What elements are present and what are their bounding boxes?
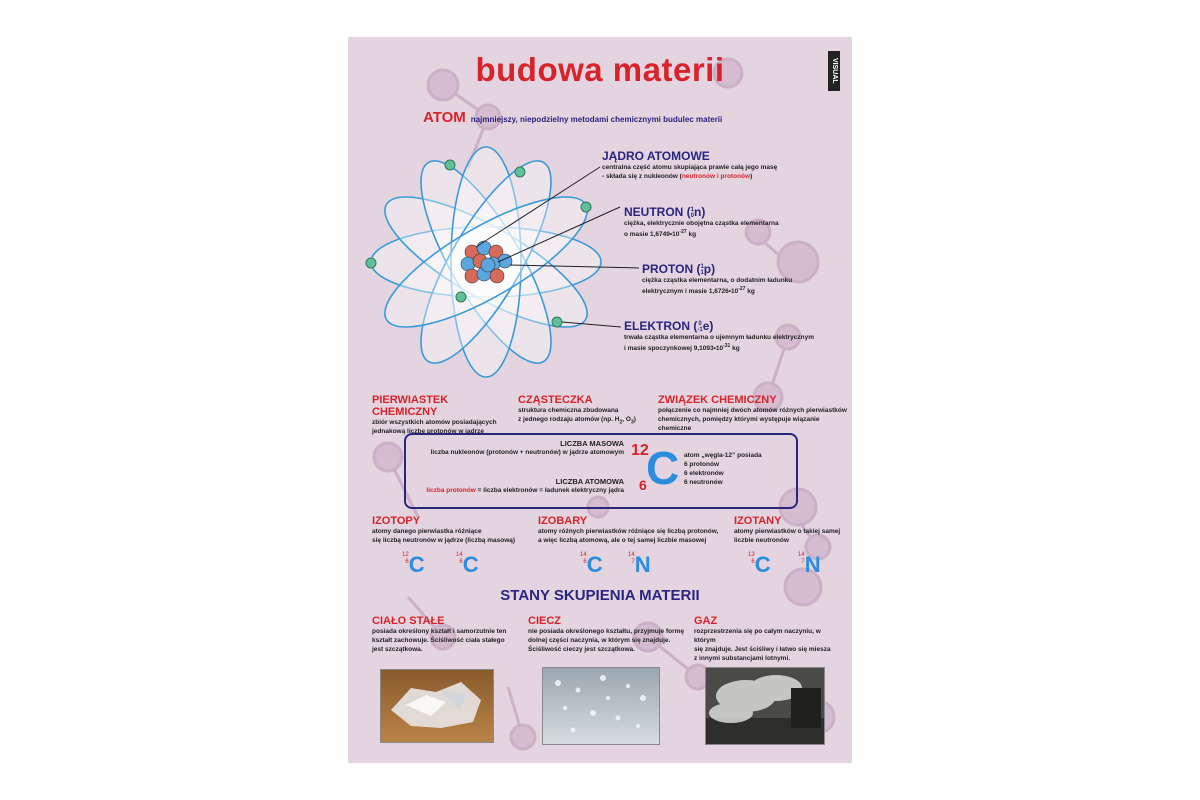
isotopes-title: IZOTOPY: [372, 515, 421, 527]
isobars-section: [538, 515, 738, 545]
electron-exp: -31: [723, 343, 731, 349]
atomic-number-highlight: liczba protonów: [426, 487, 476, 494]
proton-description: [642, 262, 842, 296]
molecule-mid: , O: [622, 416, 631, 423]
poster: [348, 37, 852, 763]
neutron-line-2: [624, 228, 844, 239]
isotope-1-z: 6: [405, 559, 409, 565]
carbon-12-description: [684, 451, 794, 487]
proton-exp: -27: [738, 286, 746, 292]
solid-line-3: jest szczątkowa.: [372, 646, 423, 653]
mass-number-description: [408, 439, 624, 457]
element-definition: [372, 394, 512, 436]
gas-title: GAZ: [694, 615, 718, 627]
electron-unit: kg: [732, 345, 740, 353]
compound-title: ZWIĄZEK CHEMICZNY: [658, 394, 777, 406]
mass-number-value: 12: [631, 442, 649, 459]
isotopes-line-1: atomy danego pierwiastka różniące: [372, 528, 482, 535]
element-title: PIERWIASTEK CHEMICZNY: [372, 394, 449, 418]
electron-mass: i masie spoczynkowej 9,1093•10: [624, 345, 724, 353]
states-title: STANY SKUPIENIA MATERII: [500, 587, 700, 604]
isotone-1-mass: 13: [748, 552, 755, 558]
nucleus-highlight: neutronów i protonów: [681, 173, 751, 180]
proton-line-1: ciężka cząstka elementarna, o dodatnim ładunku: [642, 277, 793, 284]
isotope-1-symbol: C: [408, 552, 425, 577]
isotope-2-z: 6: [459, 559, 463, 565]
neutron-sup: 1: [690, 206, 695, 213]
atomic-number-desc: [408, 486, 624, 495]
proton-sup: 1: [700, 263, 704, 270]
isobar-1-symbol: C: [586, 552, 603, 577]
isobar-1-z: 6: [583, 559, 587, 565]
isotone-2-z: 7: [801, 559, 805, 565]
carbon-12-line-3: 6 elektronów: [684, 470, 724, 477]
gas-line-1: rozprzestrzenia się po całym naczyniu, w którym: [694, 628, 821, 644]
isotope-2: [456, 552, 479, 578]
proton-unit: kg: [747, 288, 755, 296]
neutron-sub: 0: [690, 212, 695, 219]
molecule-sub-2: 3: [630, 419, 634, 426]
isotope-1-mass: 12: [402, 552, 409, 558]
carbon-12-line-1: atom „węgla-12” posiada: [684, 452, 762, 459]
solid-ice-photo: [380, 669, 494, 743]
atom-definition: najmniejszy, niepodzielny metodami chemicznymi budulec materii: [470, 115, 723, 124]
nucleus-line-2: [602, 172, 822, 181]
element-line-1: zbiór wszystkich atomów posiadających: [372, 419, 497, 426]
mass-number-title: LICZBA MASOWA: [560, 439, 624, 448]
isotones-line-1: atomy pierwiastków o takiej samej: [734, 528, 841, 535]
gas-line-2: się znajduje. Jest ściśliwy i łatwo się miesza: [694, 646, 831, 653]
isotone-2-symbol: N: [804, 552, 821, 577]
molecule-line-2: [518, 415, 648, 427]
neutron-symbol: n): [694, 205, 706, 219]
molecule-example: z jednego rodzaju atomów (np. H: [518, 416, 620, 423]
isotone-1-symbol: C: [754, 552, 771, 577]
electron-symbol: e): [702, 319, 714, 333]
liquid-section: [528, 615, 688, 654]
isotone-1-z: 6: [751, 559, 755, 565]
electron-sup: 0: [698, 320, 702, 327]
isotones-title: IZOTANY: [734, 515, 782, 527]
neutron-unit: kg: [688, 231, 697, 239]
neutron-exp: -27: [679, 229, 687, 235]
carbon-12-line-2: 6 protonów: [684, 461, 720, 468]
electron-title: [624, 319, 844, 333]
isotope-2-symbol: C: [462, 552, 479, 577]
atom-label: ATOM: [423, 109, 466, 126]
page-title: budowa materii: [475, 51, 725, 88]
nucleus-line-2-suffix: ): [750, 173, 753, 180]
isotone-1: [748, 552, 771, 578]
isobar-2-z: 7: [631, 559, 635, 565]
isotopes-line-2: się liczbą neutronów w jądrze (liczbą masową): [372, 537, 516, 544]
carbon-symbol: C: [646, 442, 680, 494]
nucleus-line-1: centralna część atomu skupiająca prawie całą jego masę: [602, 164, 778, 171]
atomic-number-description: [408, 477, 624, 495]
molecule-definition: [518, 394, 648, 427]
publisher-logo: VISUAL: [828, 51, 840, 91]
proton-sub: 1: [700, 269, 704, 276]
isotones-section: [734, 515, 849, 545]
liquid-water-photo: [542, 667, 660, 745]
electron-line-1: trwała cząstka elementarna o ujemnym ładunku elektrycznym: [624, 334, 815, 341]
isotone-2-mass: 14: [798, 552, 805, 558]
liquid-line-2: dolnej części naczynia, w którym się znajduje.: [528, 637, 671, 644]
carbon-12-line-4: 6 neutronów: [684, 479, 723, 486]
molecule-line-1: struktura chemiczna zbudowana: [518, 407, 619, 414]
nucleus-line-2-prefix: - składa się z nukleonów (: [602, 173, 682, 180]
atom-heading: [423, 109, 722, 127]
isobar-2-symbol: N: [634, 552, 651, 577]
neutron-description: [624, 205, 844, 239]
element-line-2: jednakową liczbę protonów w jądrze: [372, 428, 484, 435]
solid-section: [372, 615, 522, 654]
molecule-title: CZĄSTECZKA: [518, 394, 593, 406]
isotone-2: [798, 552, 821, 578]
isobar-2-mass: 14: [628, 552, 635, 558]
solid-line-2: kształt zachowuje. Ściśliwość ciała stałego: [372, 637, 505, 644]
isotope-1: [402, 552, 425, 578]
isotopes-section: [372, 515, 542, 545]
gas-line-3: z innymi substancjami lotnymi.: [694, 655, 791, 662]
nucleus-title: JĄDRO ATOMOWE: [602, 149, 710, 163]
compound-line-1: połączenie co najmniej dwóch atomów różnych pierwiastków: [658, 407, 847, 414]
proton-line-2: [642, 285, 842, 296]
electron-description: [624, 319, 844, 353]
proton-symbol: p): [703, 262, 716, 276]
liquid-line-3: Ściśliwość cieczy jest szczątkowa.: [528, 646, 635, 653]
electron-sub: -1: [697, 326, 703, 333]
isobars-title: IZOBARY: [538, 515, 588, 527]
gas-steam-photo: [705, 667, 825, 745]
neutron-title: [624, 205, 844, 219]
atomic-number-rest: = liczba elektronów = ładunek elektryczny jądra: [475, 487, 624, 494]
isotope-2-mass: 14: [456, 552, 463, 558]
solid-title: CIAŁO STAŁE: [372, 615, 445, 627]
atomic-number-title: LICZBA ATOMOWA: [555, 477, 624, 486]
isotones-line-2: liczbie neutronów: [734, 537, 789, 544]
atomic-number-value: 6: [639, 477, 647, 493]
liquid-title: CIECZ: [528, 615, 561, 627]
mass-number-desc: liczba nukleonów (protonów + neutronów) w jądrze atomowym: [430, 449, 624, 456]
molecule-sub-1: 2: [619, 419, 623, 426]
compound-definition: [658, 394, 848, 433]
proton-title: [642, 262, 842, 276]
neutron-line-1: ciężka, elektrycznie obojętna cząstka elementarna: [624, 220, 779, 227]
isobars-line-1: atomy różnych pierwiastków różniące się liczbą protonów,: [538, 528, 719, 535]
neutron-mass: o masie 1,6749•10: [624, 231, 680, 239]
isobar-1: [580, 552, 603, 578]
electron-title-text: ELEKTRON (: [624, 319, 698, 333]
proton-mass: elektrycznym i masie 1,6726•10: [642, 288, 739, 296]
molecule-end: ): [633, 416, 636, 423]
solid-line-1: posiada określony kształt i samorzutnie ten: [372, 628, 507, 635]
isobar-2: [628, 552, 651, 578]
neutron-title-text: NEUTRON (: [624, 205, 691, 219]
electron-line-2: [624, 342, 844, 353]
isobar-1-mass: 14: [580, 552, 587, 558]
gas-section: [694, 615, 844, 663]
nucleus-description: [602, 149, 822, 181]
compound-line-2: chemicznych, pomiędzy którymi występuje wiązanie chemiczne: [658, 416, 820, 432]
proton-title-text: PROTON (: [642, 262, 701, 276]
liquid-line-1: nie posiada określonego kształtu, przyjmuje formę: [528, 628, 685, 635]
isobars-line-2: a więc liczbą atomową, ale o tej samej liczbie masowej: [538, 537, 707, 544]
